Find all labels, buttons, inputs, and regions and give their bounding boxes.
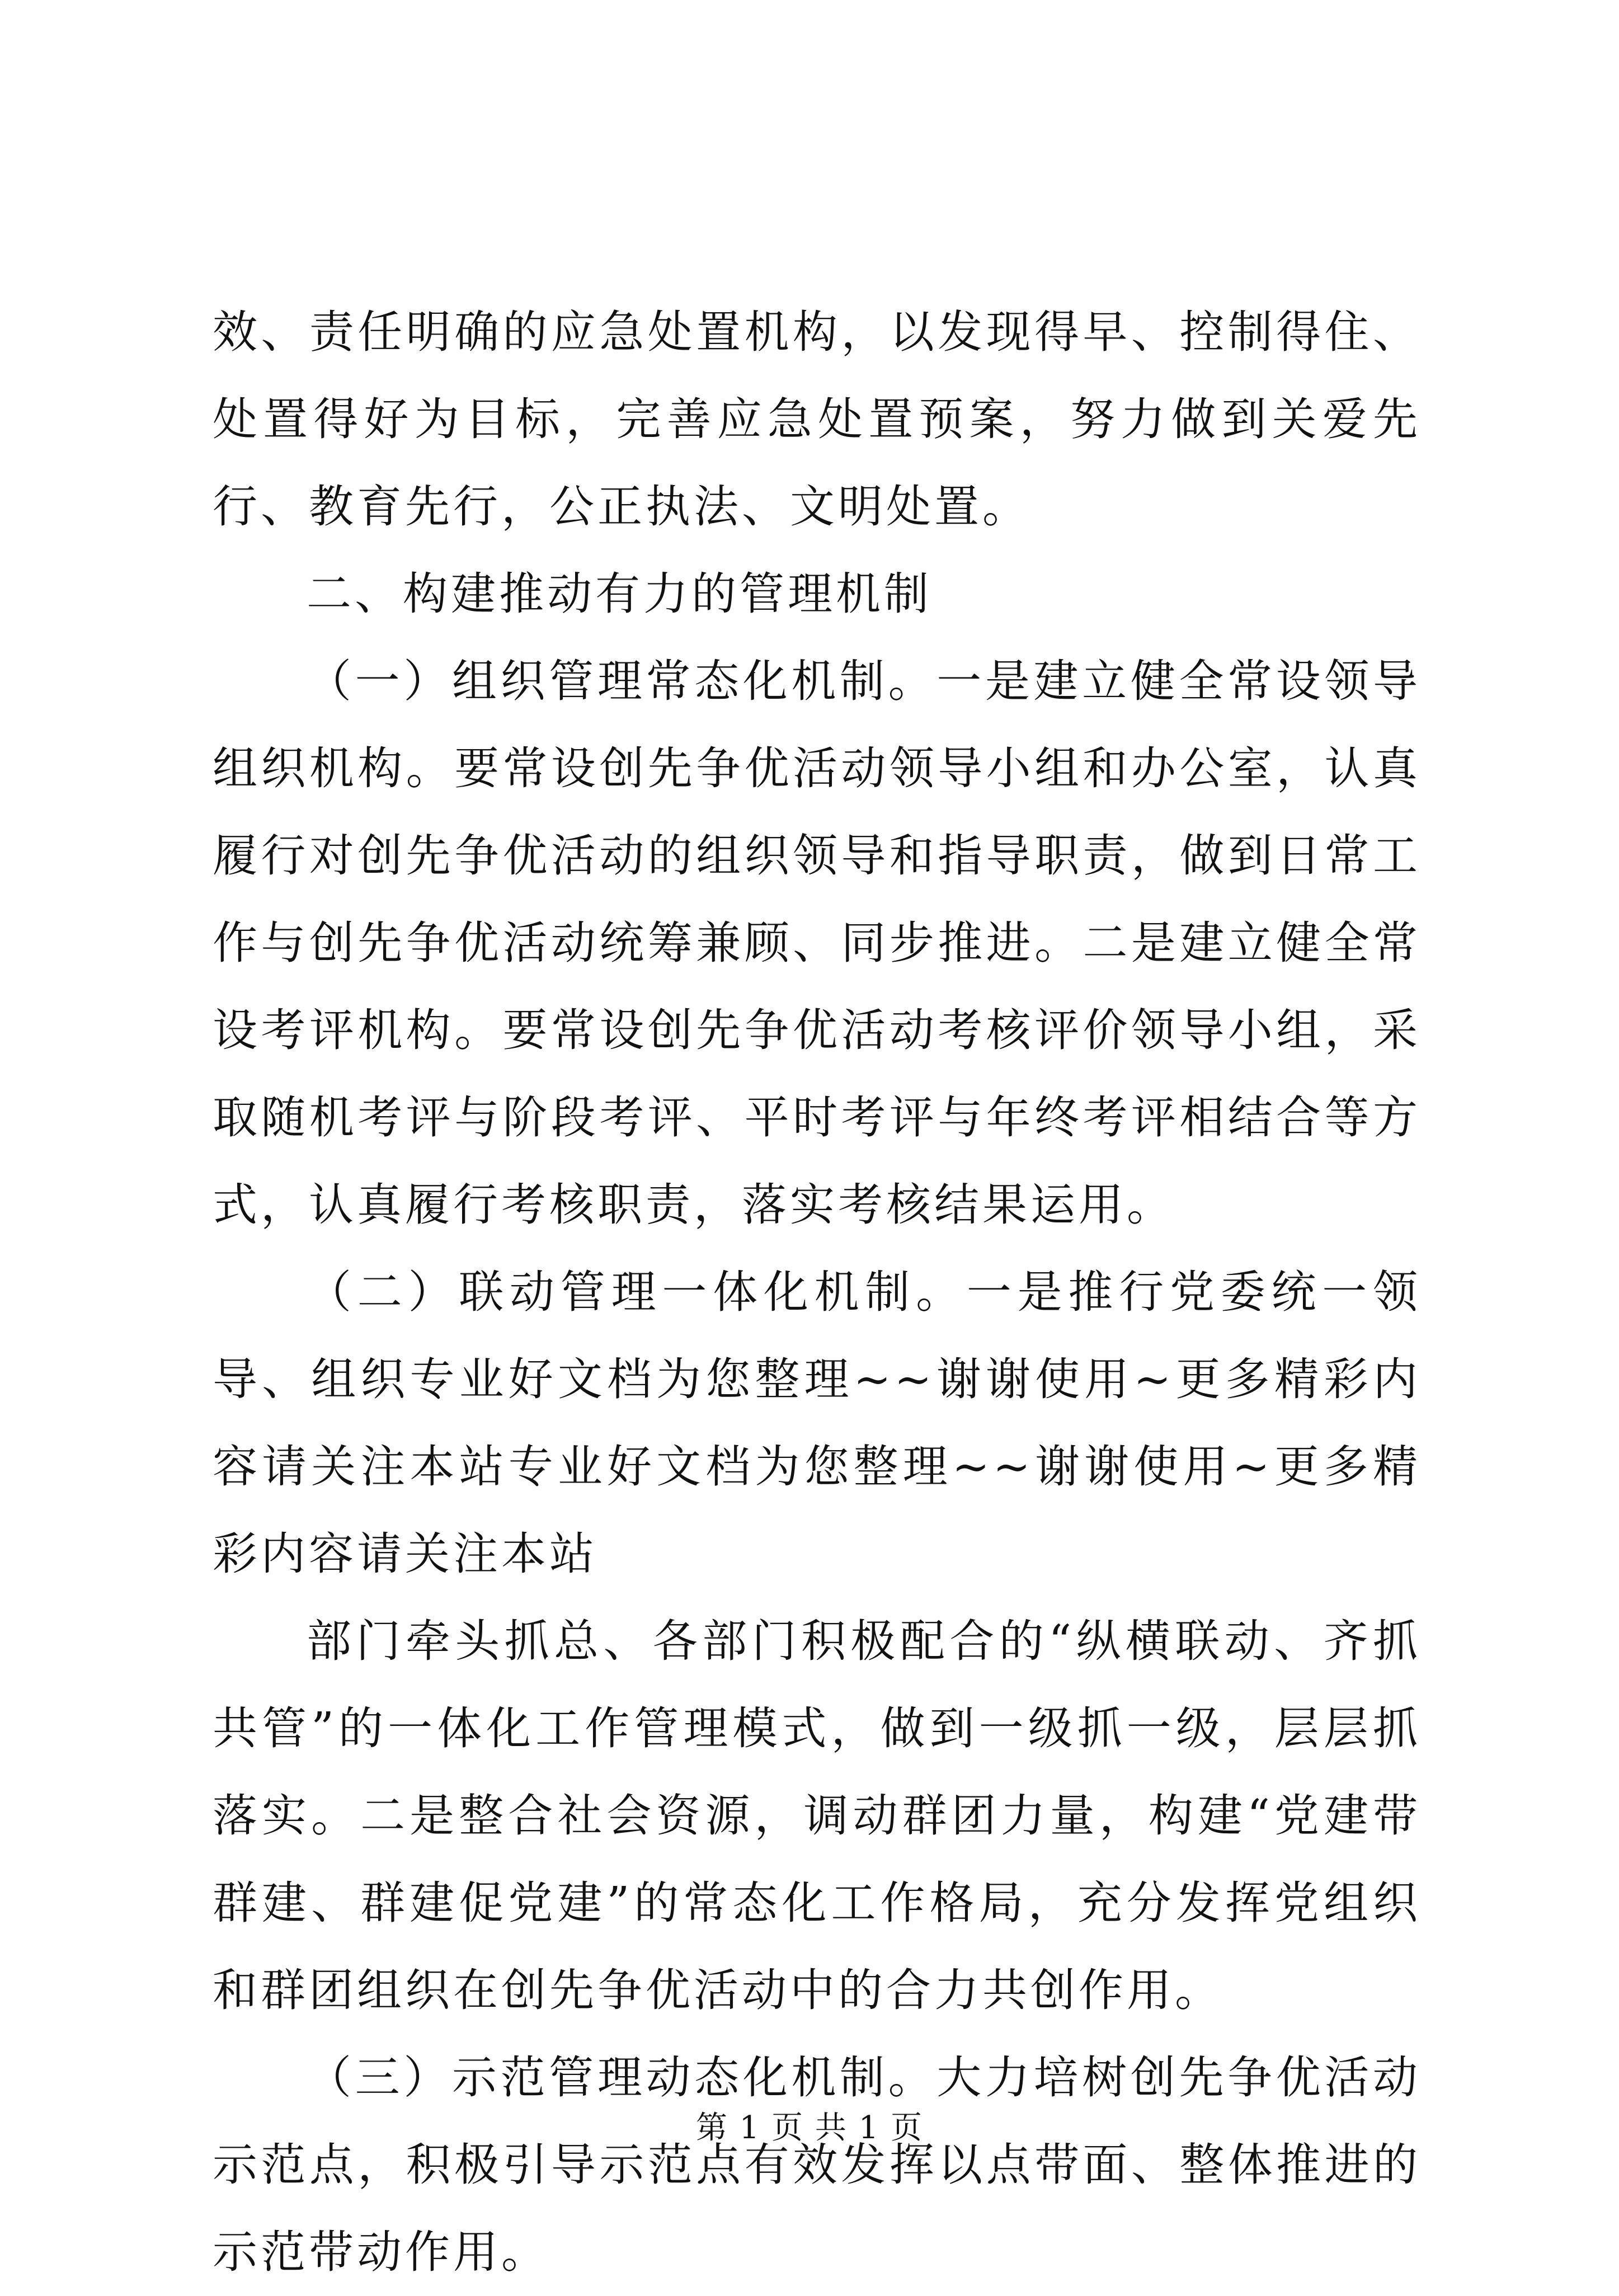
paragraph-emergency-mechanism: 效、责任明确的应急处置机构，以发现得早、控制得住、处置得好为目标，完善应急处置预案，努力做到关爱先行、教育先行，公正执法、文明处置。 bbox=[213, 306, 1421, 533]
page-number-label: 第 1 页 共 1 页 bbox=[695, 2110, 924, 2146]
paragraph-linkage-management: （二）联动管理一体化机制。一是推行党委统一领导、组织专业好文档为您整理~~谢谢使用~更多精彩内容请关注本站专业好文档为您整理~~谢谢使用~更多精彩内容请关注本站 bbox=[213, 1266, 1421, 1580]
paragraph-demonstration-management: （三）示范管理动态化机制。大力培树创先争优活动示范点，积极引导示范点有效发挥以点带面、整体推进的示范带动作用。 bbox=[213, 2052, 1421, 2278]
paragraph-organization-management: （一）组织管理常态化机制。一是建立健全常设领导组织机构。要常设创先争优活动领导小组和办公室，认真履行对创先争优活动的组织领导和指导职责，做到日常工作与创先争优活动统筹兼顾、同步推进。二是建立健全常设考评机构。要常设创先争优活动考核评价领导小组，采取随机考评与阶段考评、平时考评与年终考评相结合等方式，认真履行考核职责，落实考核结果运用。 bbox=[213, 655, 1421, 1231]
page-footer bbox=[0, 2108, 1619, 2148]
section-heading-management-mechanism: 二、构建推动有力的管理机制 bbox=[307, 568, 932, 620]
document-body bbox=[213, 289, 1421, 2296]
paragraph-department-coordination: 部门牵头抓总、各部门积极配合的“纵横联动、齐抓共管”的一体化工作管理模式，做到一级抓一级，层层抓落实。二是整合社会资源，调动群团力量，构建“党建带群建、群建促党建”的常态化工作格局，充分发挥党组织和群团组织在创先争优活动中的合力共创作用。 bbox=[213, 1615, 1421, 2016]
